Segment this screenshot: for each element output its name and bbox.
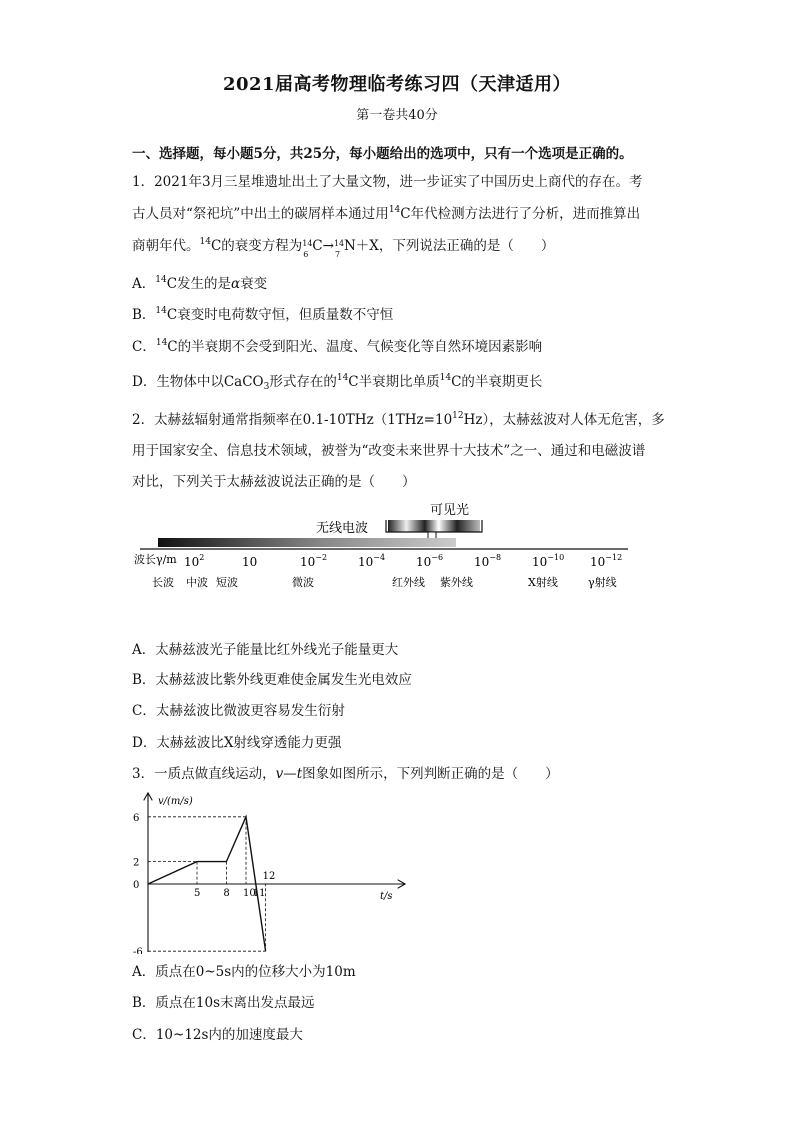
spectrum-diagram	[130, 500, 640, 600]
q2-line1: 2．太赫兹辐射通常指频率在$0.1-10THz(1THz=10^{12}Hz)$，太赫兹波对人体无危害，多	[132, 411, 665, 428]
spectrum-bands	[152, 575, 617, 589]
spectrum-band-label: γ射线	[588, 576, 617, 589]
spectrum-band-label: 中波	[186, 576, 208, 589]
t-axis-label: t/s	[380, 891, 393, 902]
spectrum-band-label: 微波	[292, 576, 314, 589]
q2-option-b: B．太赫兹波比紫外线更难使金属发生光电效应	[132, 672, 412, 688]
spectrum-band-label: X射线	[528, 576, 558, 589]
spectrum-band-label: 长波	[152, 576, 174, 589]
q2-option-d: D．太赫兹波比X射线穿透能力更强	[132, 735, 342, 751]
tick-exponent: 2	[199, 553, 205, 562]
tick-base: 10	[532, 555, 548, 569]
visible-light-label: 可见光	[430, 503, 470, 518]
tick-base: 10	[474, 555, 490, 569]
tick-exponent: −10	[547, 553, 565, 562]
tick-exponent: −2	[315, 553, 328, 562]
spectrum-band-label: 红外线	[392, 576, 425, 589]
vt-y-tick-label: 0	[133, 880, 140, 891]
section-heading: 一、选择题，每小题5分，共25分，每小题给出的选项中，只有一个选项是正确的。	[132, 146, 633, 162]
spectrum-tick-label	[474, 553, 501, 569]
vt-x-tick-label: 5	[194, 888, 201, 899]
radio-wave-label: 无线电波	[316, 521, 369, 536]
q2-line2: 用于国家安全、信息技术领域，被誉为“改变未来世界十大技术”之一、通过和电磁波谱	[132, 443, 646, 459]
vt-graph-svg	[126, 788, 416, 954]
vt-y-tick-label: -6	[133, 947, 143, 954]
q2-line3: 对比，下列关于太赫兹波说法正确的是（ ）	[132, 474, 416, 490]
spectrum-svg	[130, 500, 640, 596]
q1-line3: 商朝年代。$^{14}$C的衰变方程为 14 6 C→ 14 7 N＋X，下列说法正确的是（ ）	[132, 237, 555, 259]
spectrum-band-label: 短波	[216, 576, 238, 589]
spectrum-tick-label	[590, 553, 622, 569]
vt-x-tick-label: 12	[262, 871, 276, 882]
vt-graph	[126, 788, 416, 958]
tick-base: 10	[242, 555, 258, 569]
nuclide-n: 14 7	[333, 239, 345, 259]
q1-option-d: D．生物体中以CaCO$_3$形式存在的$^{14}$C半衰期比单质$^{14}$C的半衰期更长	[132, 373, 543, 392]
wavelength-axis-label: 波长γ/m	[134, 553, 177, 566]
vt-y-tick-label: 6	[133, 812, 140, 824]
vt-x-tick-label: 10	[243, 888, 256, 899]
vt-x-tick-label: 8	[223, 888, 230, 899]
tick-exponent: −8	[489, 553, 502, 562]
spectrum-tick-label	[416, 553, 443, 569]
q2-option-c: C．太赫兹波比微波更容易发生衍射	[132, 703, 345, 719]
vt-x-tick-label: 11	[252, 888, 266, 899]
tick-base: 10	[416, 555, 432, 569]
visible-band-strip	[388, 520, 480, 532]
q1-option-c: C．$^{14}$C的半衰期不会受到阳光、温度、气候变化等自然环境因素影响	[132, 338, 543, 355]
q1-line1: 1．2021年3月三星堆遗址出土了大量文物，进一步证实了中国历史上商代的存在。考	[132, 174, 643, 190]
visible-marker	[428, 532, 436, 539]
spectrum-tick-label	[300, 553, 327, 569]
q3-option-a: A．质点在0~5s内的位移大小为10m	[132, 964, 356, 980]
q3-option-b: B．质点在10s末离出发点最远	[132, 995, 315, 1011]
q2-option-a: A．太赫兹波光子能量比红外线光子能量更大	[132, 642, 399, 658]
tick-exponent: −12	[605, 553, 623, 562]
vt-tick-labels	[133, 813, 275, 954]
spectrum-tick-label	[242, 555, 257, 569]
v-axis-label: v/(m/s)	[158, 796, 193, 807]
q3-line1: 3．一质点做直线运动，v—t图象如图所示，下列判断正确的是（ ）	[132, 766, 559, 782]
tick-base: 10	[184, 555, 200, 569]
spectrum-tick-label	[358, 553, 385, 569]
tick-exponent: −4	[373, 553, 386, 562]
tick-base: 10	[590, 555, 606, 569]
q3-option-c: C．10~12s内的加速度最大	[132, 1027, 303, 1043]
page-subtitle: 第一卷共40分	[356, 108, 438, 123]
tick-base: 10	[300, 555, 316, 569]
spectrum-band-label: 紫外线	[440, 576, 473, 589]
spectrum-tick-label	[184, 553, 204, 569]
spectrum-bar	[158, 538, 456, 547]
nuclide-c: 14 6	[302, 239, 313, 259]
page-title: 2021届高考物理临考练习四（天津适用）	[222, 74, 572, 95]
spectrum-tick-label	[532, 553, 564, 569]
vt-y-tick-label: 2	[133, 857, 140, 869]
spectrum-ticks	[184, 553, 622, 569]
q1-line2: 古人员对“祭祀坑”中出土的碳屑样本通过用$^{14}$C年代检测方法进行了分析，进而推算出	[132, 205, 641, 222]
q1-option-a: A．$^{14}$C发生的是α衰变	[132, 275, 268, 292]
tick-exponent: −6	[431, 553, 444, 562]
q1-option-b: B．$^{14}$C衰变时电荷数守恒，但质量数不守恒	[132, 306, 394, 323]
tick-base: 10	[358, 555, 374, 569]
